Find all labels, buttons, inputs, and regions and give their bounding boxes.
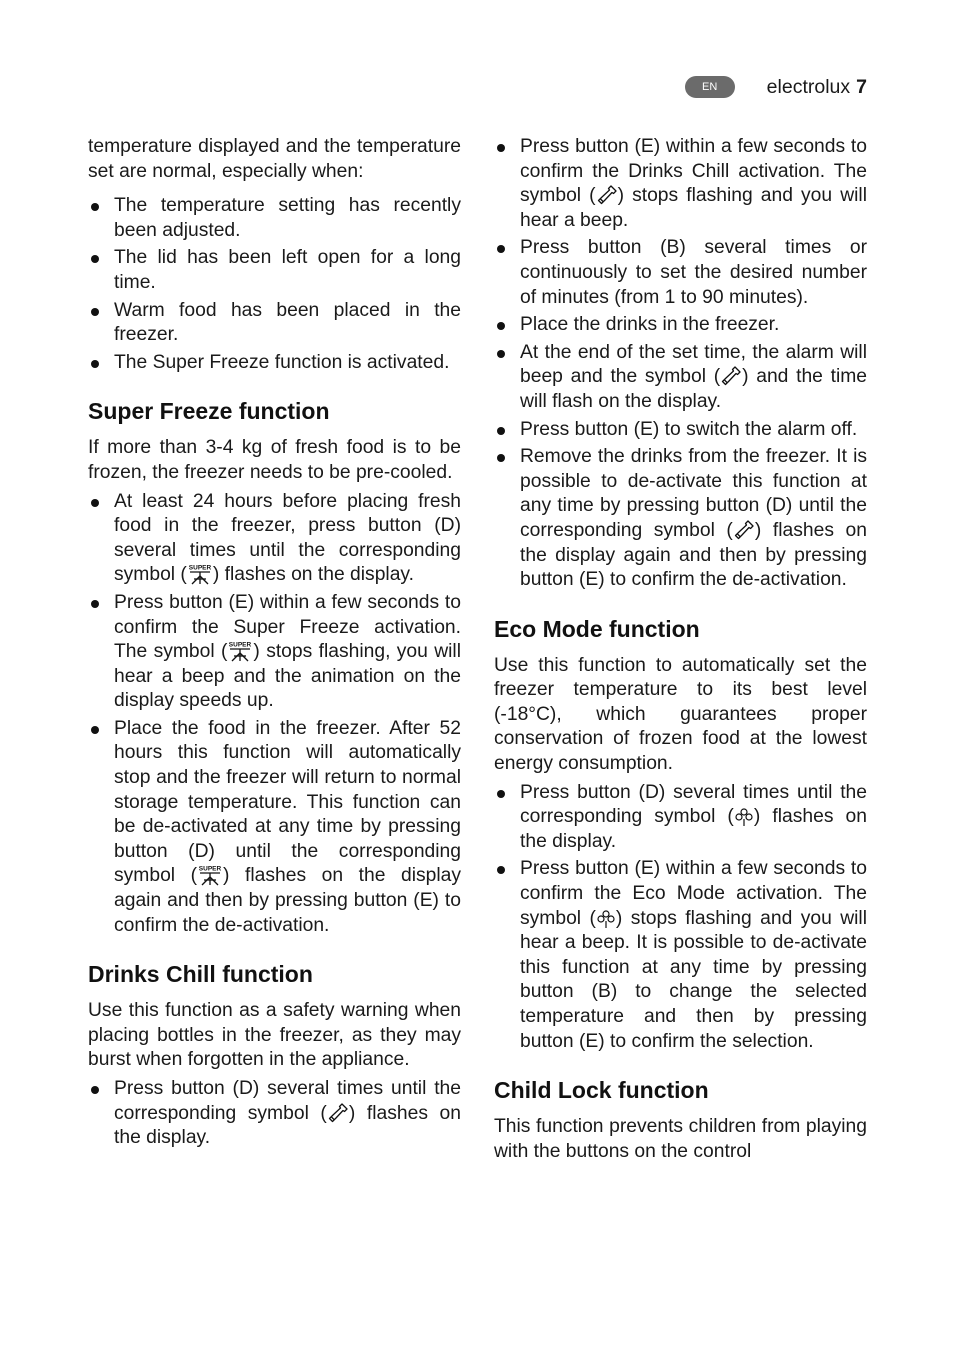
- list-item: Place the food in the freezer. After 52 hours this function will automatically stop and the freezer will return to normal storage temperature. This function can be de-activated at any time by pressing button (D) until the corresponding symbol ( SUPER ) flashes on the display again and then by pressing button (E) to confirm the de-activation.: [88, 717, 461, 938]
- right-column: [494, 135, 867, 1174]
- list-item: Press button (D) several times until the corresponding symbol ( ) flashes on the display.: [494, 781, 867, 855]
- eco-mode-icon: [734, 807, 754, 827]
- conditions-list: [88, 194, 461, 375]
- super-freeze-icon: [197, 864, 223, 886]
- svg-text:SUPER: SUPER: [188, 564, 212, 572]
- super-freeze-icon: [227, 640, 253, 662]
- drinks-chill-intro: Use this function as a safety warning when placing bottles in the freezer, as they may burst when forgotten in the appliance.: [88, 1000, 461, 1071]
- left-column: [88, 135, 461, 1155]
- super-freeze-icon: [187, 563, 213, 585]
- super-freeze-heading: Super Freeze function: [88, 398, 330, 425]
- bottle-icon: [733, 519, 755, 541]
- svg-text:SUPER: SUPER: [229, 641, 252, 649]
- eco-mode-icon: [596, 909, 616, 929]
- bottle-icon: [327, 1102, 349, 1124]
- drinks-chill-heading: Drinks Chill function: [88, 961, 313, 988]
- eco-mode-intro: Use this function to automatically set the freezer temperature to its best level (-18°C), which guarantees proper conservation of frozen food at the lowest energy consumption.: [494, 654, 867, 775]
- svg-text:SUPER: SUPER: [198, 865, 222, 873]
- child-lock-heading: Child Lock function: [494, 1077, 709, 1104]
- brand-name: electrolux: [766, 75, 851, 98]
- list-item: Press button (E) within a few seconds to confirm the Super Freeze activation. The symbol ( SUPER ) stops flashing, you will hear a beep and the animation on the display speeds up.: [88, 591, 461, 714]
- page-header: [685, 74, 867, 100]
- language-badge: EN: [685, 76, 735, 98]
- drinks-chill-steps-continued: [494, 135, 867, 593]
- super-freeze-intro: If more than 3-4 kg of fresh food is to be frozen, the freezer needs to be pre-cooled.: [88, 437, 461, 483]
- list-item: Press button (E) within a few seconds to confirm the Eco Mode activation. The symbol ( ) stops flashing and you will hear a beep. It is possible to de-activate this function at any time by pressing button (B) to change the selected temperature and then by pressing button (E) to confirm the selection.: [494, 857, 867, 1054]
- list-item: The Super Freeze function is activated.: [88, 351, 461, 376]
- bottle-icon: [596, 184, 618, 206]
- page-number: 7: [856, 75, 867, 98]
- child-lock-intro: This function prevents children from playing with the buttons on the control: [494, 1116, 867, 1162]
- eco-mode-steps: [494, 781, 867, 1055]
- list-item: Warm food has been placed in the freezer.: [88, 299, 461, 348]
- list-item: At the end of the set time, the alarm will beep and the symbol ( ) and the time will flash on the display.: [494, 341, 867, 415]
- list-item: Press button (E) to switch the alarm off.: [494, 418, 867, 443]
- list-item: Press button (D) several times until the corresponding symbol ( ) flashes on the display.: [88, 1077, 461, 1151]
- list-item: Press button (B) several times or continuously to set the desired number of minutes (from 1 to 90 minutes).: [494, 236, 867, 310]
- list-item: Remove the drinks from the freezer. It is possible to de-activate this function at any time by pressing button (D) until the corresponding symbol ( ) flashes on the display again and then by pressing button (E) to confirm the de-activation.: [494, 445, 867, 593]
- intro-paragraph: temperature displayed and the temperature set are normal, especially when:: [88, 136, 461, 182]
- list-item: The lid has been left open for a long time.: [88, 246, 461, 295]
- list-item: Press button (E) within a few seconds to confirm the Drinks Chill activation. The symbol ( ) stops flashing and you will hear a beep.: [494, 135, 867, 233]
- list-item: Place the drinks in the freezer.: [494, 313, 867, 338]
- super-freeze-steps: [88, 490, 461, 939]
- list-item: The temperature setting has recently been adjusted.: [88, 194, 461, 243]
- eco-mode-heading: Eco Mode function: [494, 615, 700, 642]
- bottle-icon: [720, 365, 742, 387]
- list-item: At least 24 hours before placing fresh food in the freezer, press button (D) several times until the corresponding symbol ( SUPER ) flashes on the display.: [88, 490, 461, 588]
- drinks-chill-steps: [88, 1077, 461, 1151]
